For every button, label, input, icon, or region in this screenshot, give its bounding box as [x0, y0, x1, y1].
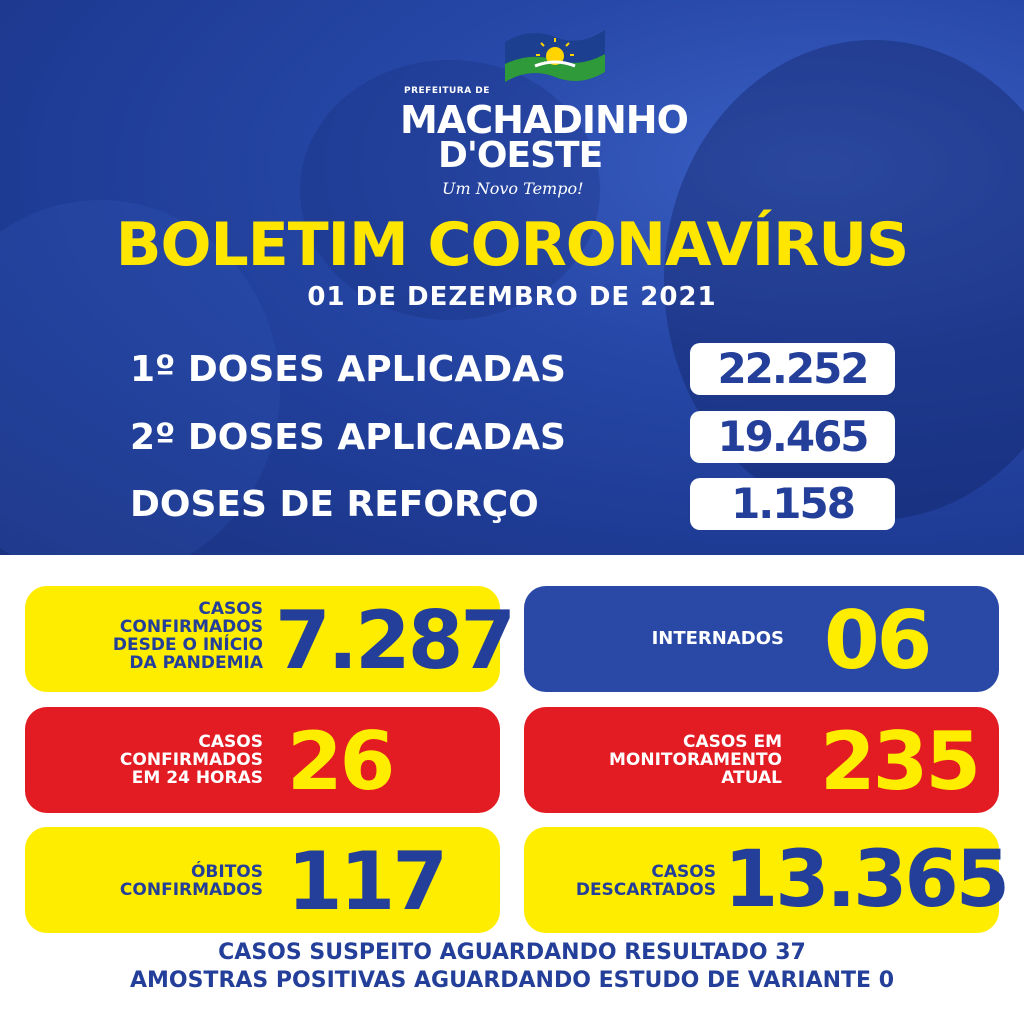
- card-label: CASOS CONFIRMADOS DESDE O INÍCIO DA PANDEMIA: [112, 599, 263, 673]
- footer-suspect-cases: CASOS SUSPEITO AGUARDANDO RESULTADO 37: [218, 940, 806, 965]
- page-title: BOLETIM CORONAVÍRUS: [115, 210, 909, 280]
- card-label: INTERNADOS: [651, 628, 784, 649]
- dose-label-second: 2º DOSES APLICADAS: [130, 417, 566, 458]
- logo-slogan: Um Novo Tempo!: [442, 179, 584, 198]
- prefeitura-logo: [390, 22, 688, 198]
- card-discarded: [524, 827, 1007, 933]
- card-confirmed-total: [25, 586, 514, 692]
- dose-value-booster: 1.158: [690, 478, 895, 530]
- card-label: CASOS DESCARTADOS: [575, 862, 716, 900]
- card-label: CASOS EM MONITORAMENTO ATUAL: [608, 732, 782, 788]
- card-confirmed-24h: [25, 707, 500, 813]
- dose-value-first: 22.252: [690, 343, 895, 395]
- flag-sun-icon: [500, 22, 610, 92]
- dose-value-second: 19.465: [690, 411, 895, 463]
- card-value: 235: [820, 715, 978, 808]
- card-monitoring: [524, 707, 999, 813]
- card-label: CASOS CONFIRMADOS EM 24 HORAS: [119, 732, 263, 788]
- card-value: 13.365: [724, 835, 1007, 925]
- card-value: 06: [824, 594, 930, 687]
- card-hospitalized: [524, 586, 999, 692]
- card-deaths: [25, 827, 500, 933]
- logo-line1: MACHADINHO: [400, 98, 688, 142]
- card-value: 117: [287, 835, 445, 928]
- bulletin-date: 01 DE DEZEMBRO DE 2021: [307, 282, 717, 312]
- card-value: 26: [287, 715, 393, 808]
- card-value: 7.287: [275, 594, 514, 687]
- dose-label-booster: DOSES DE REFORÇO: [130, 484, 539, 525]
- card-label: ÓBITOS CONFIRMADOS: [119, 862, 263, 900]
- footer-variant-samples: AMOSTRAS POSITIVAS AGUARDANDO ESTUDO DE VARIANTE 0: [129, 968, 895, 993]
- dose-label-first: 1º DOSES APLICADAS: [130, 349, 566, 390]
- logo-prefix: PREFEITURA DE: [404, 86, 490, 96]
- logo-line2: D'OESTE: [438, 135, 603, 176]
